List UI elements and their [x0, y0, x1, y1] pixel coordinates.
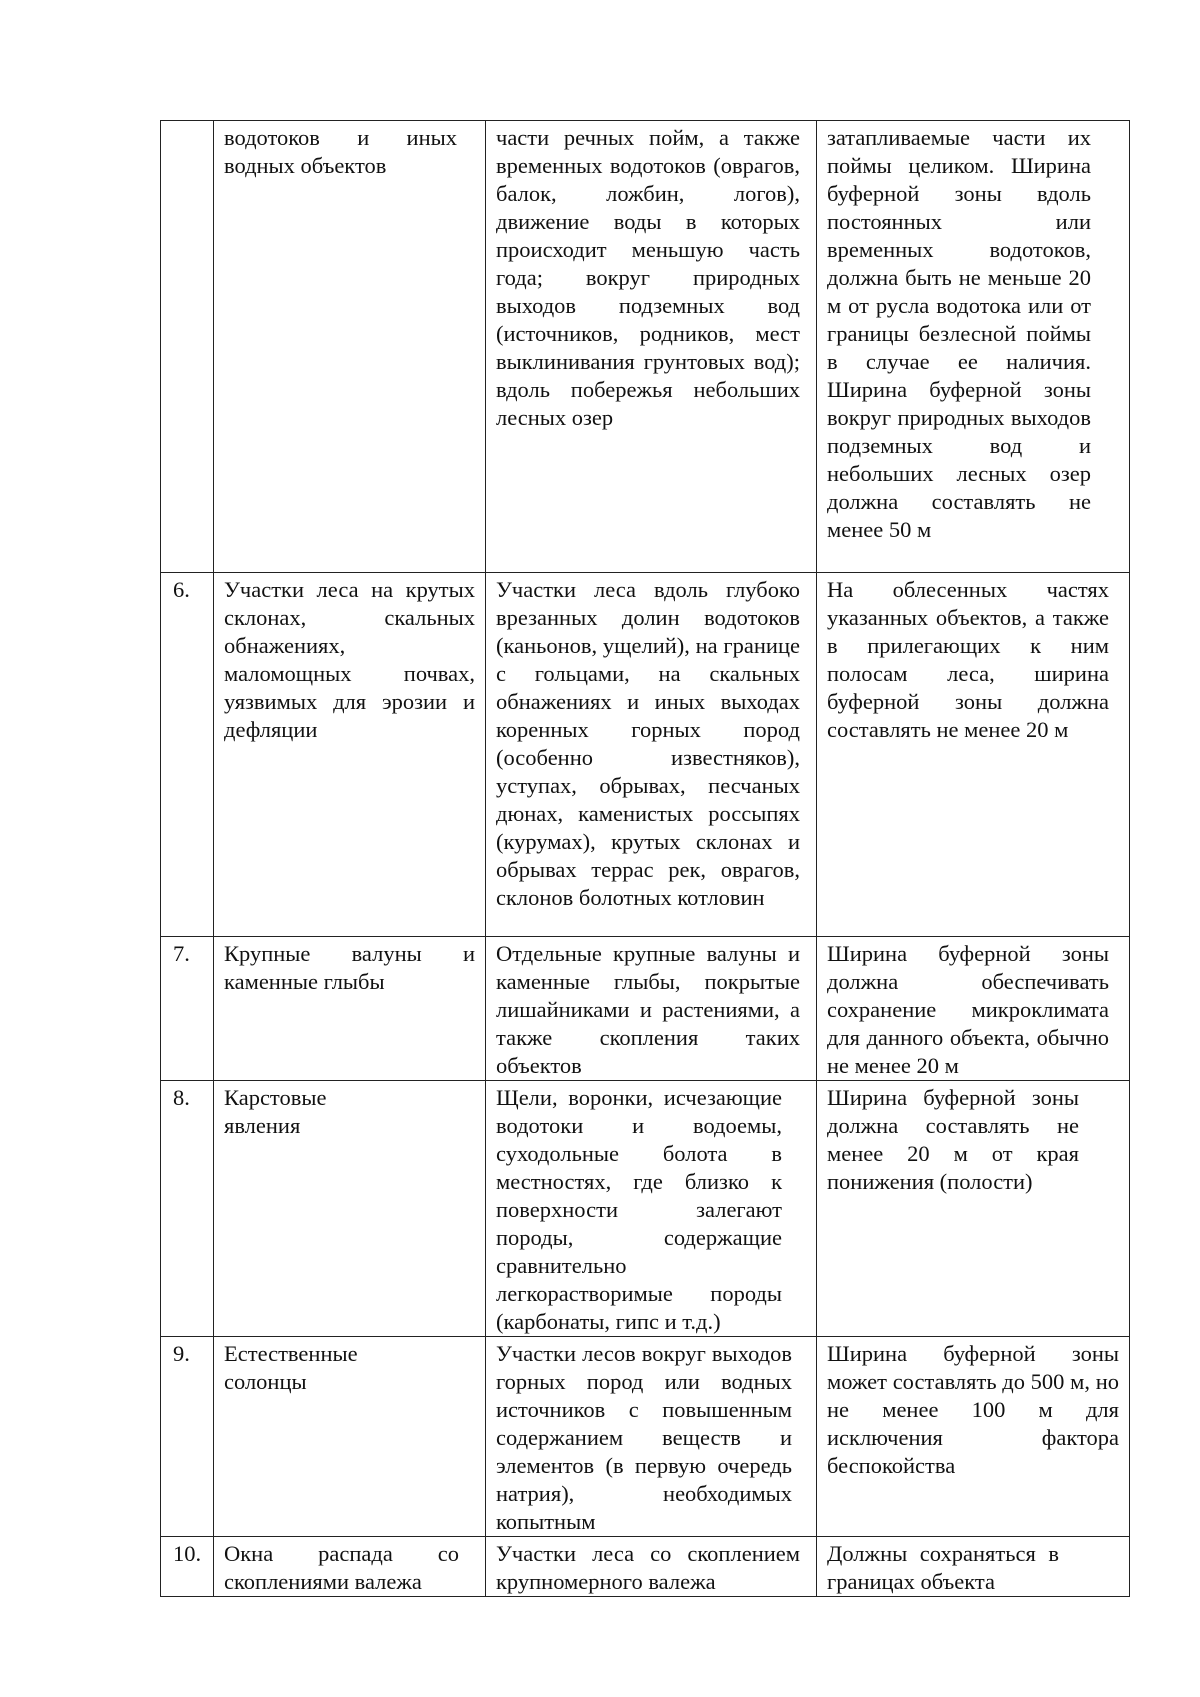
table-row [161, 121, 1130, 573]
table-row [161, 937, 1130, 1081]
object-cell: Участки леса на крутых склонах, скальных обнажениях, маломощных почвах, уязвимых для эрозии и дефляции [214, 573, 486, 937]
table-row [161, 1537, 1130, 1597]
row-number: 9. [161, 1337, 214, 1537]
object-cell: Крупные валуны и каменные глыбы [214, 937, 486, 1081]
table-row [161, 573, 1130, 937]
table-row [161, 1337, 1130, 1537]
description-cell: Щели, воронки, исчезающие водотоки и водоемы, суходольные болота в местностях, где близко к поверхности залегают породы, содержащие сравнительно легкорастворимые породы (карбонаты, гипс и т.д.) [486, 1081, 817, 1337]
buffer-cell: Ширина буферной зоны может составлять до 500 м, но не менее 100 м для исключения фактора беспокойства [817, 1337, 1130, 1537]
description-cell: Участки леса вдоль глубоко врезанных долин водотоков (каньонов, ущелий), на границе с гольцами, на скальных обнажениях и иных выходах коренных горных пород (особенно известняков), уступах, обрывах, песчаных дюнах, каменистых россыпях (курумах), крутых склонах и обрывах террас рек, оврагов, склонов болотных котловин [486, 573, 817, 937]
table-row [161, 1081, 1130, 1337]
buffer-cell: На облесенных частях указанных объектов, а также в прилегающих к ним полосам леса, ширина буферной зоны должна составлять не менее 20 м [817, 573, 1130, 937]
row-number: 7. [161, 937, 214, 1081]
buffer-cell: Должны сохраняться в границах объекта [817, 1537, 1130, 1597]
document-page [160, 120, 1129, 1597]
description-cell: Участки лесов вокруг выходов горных пород или водных источников с повышенным содержанием веществ и элементов (в первую очередь натрия), необходимых копытным [486, 1337, 817, 1537]
object-cell: Окна распада со скоплениями валежа [214, 1537, 486, 1597]
buffer-cell: Ширина буферной зоны должна составлять не менее 20 м от края понижения (полости) [817, 1081, 1130, 1337]
object-cell: Естественные солонцы [214, 1337, 486, 1537]
buffer-cell: затапливаемые части их поймы целиком. Ширина буферной зоны вдоль постоянных или временных водотоков, должна быть не меньше 20 м от русла водотока или от границы безлесной поймы в случае ее наличия. Ширина буферной зоны вокруг природных выходов подземных вод и небольших лесных озер должна составлять не менее 50 м [817, 121, 1130, 573]
row-number: 8. [161, 1081, 214, 1337]
buffer-zone-table [160, 120, 1130, 1597]
object-cell: водотоков и иных водных объектов [214, 121, 486, 573]
description-cell: Отдельные крупные валуны и каменные глыбы, покрытые лишайниками и растениями, а также скопления таких объектов [486, 937, 817, 1081]
row-number [161, 121, 214, 573]
description-cell: Участки леса со скоплением крупномерного валежа [486, 1537, 817, 1597]
description-cell: части речных пойм, а также временных водотоков (оврагов, балок, ложбин, логов), движение воды в которых происходит меньшую часть года; вокруг природных выходов подземных вод (источников, родников, мест выклинивания грунтовых вод); вдоль побережья небольших лесных озер [486, 121, 817, 573]
buffer-cell: Ширина буферной зоны должна обеспечивать сохранение микроклимата для данного объекта, обычно не менее 20 м [817, 937, 1130, 1081]
object-cell: Карстовые явления [214, 1081, 486, 1337]
row-number: 6. [161, 573, 214, 937]
row-number: 10. [161, 1537, 214, 1597]
